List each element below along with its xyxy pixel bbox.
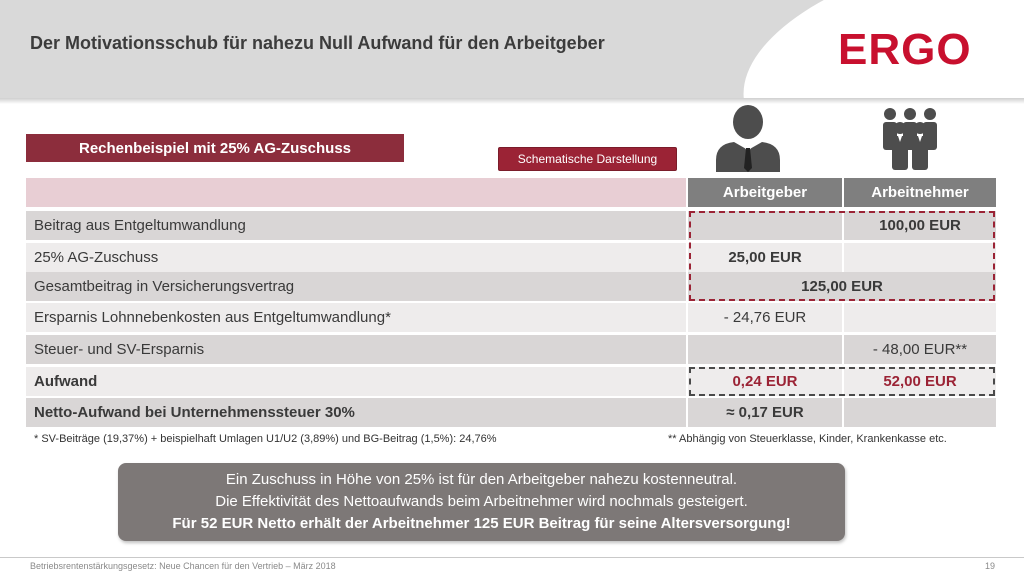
slide-title: Der Motivationsschub für nahezu Null Aufwand für den Arbeitgeber	[30, 33, 605, 53]
column-header-employer: Arbeitgeber	[688, 178, 842, 207]
row-label: Gesamtbeitrag in Versicherungsvertrag	[26, 272, 686, 301]
calculation-label: Rechenbeispiel mit 25% AG-Zuschuss	[26, 134, 404, 162]
footnote-tax: ** Abhängig von Steuerklasse, Kinder, Krankenkasse etc.	[668, 433, 947, 445]
ergo-logo: ERGO	[838, 25, 972, 74]
employer-value: 0,24 EUR	[688, 367, 842, 396]
footer-text: Betriebsrentenstärkungsgesetz: Neue Chancen für den Vertrieb – März 2018	[30, 561, 336, 571]
row-label: Ersparnis Lohnnebenkosten aus Entgeltumwandlung*	[26, 303, 686, 332]
callout-line-1: Ein Zuschuss in Höhe von 25% ist für den Arbeitgeber nahezu kostenneutral.	[225, 471, 738, 488]
table-header-row	[26, 178, 996, 207]
employer-value: 25,00 EUR	[688, 243, 842, 272]
combined-value: 125,00 EUR	[688, 272, 996, 301]
table-row	[26, 398, 996, 427]
employee-value	[844, 303, 996, 332]
header-shadow	[0, 98, 1024, 104]
summary-callout	[118, 463, 845, 541]
expense-highlight-box	[689, 367, 995, 396]
employee-value: - 48,00 EUR**	[844, 335, 996, 364]
row-label: Netto-Aufwand bei Unternehmenssteuer 30%	[26, 398, 686, 427]
table-row	[26, 335, 996, 364]
schematic-badge: Schematische Darstellung	[498, 147, 677, 171]
row-label: Beitrag aus Entgeltumwandlung	[26, 211, 686, 240]
employee-value: 100,00 EUR	[844, 211, 996, 240]
column-header-employee: Arbeitnehmer	[844, 178, 996, 207]
header-label-cell	[26, 178, 686, 207]
employees-group-icon	[880, 106, 940, 172]
contribution-highlight-box	[689, 211, 995, 301]
employer-value	[688, 335, 842, 364]
row-label: Steuer- und SV-Ersparnis	[26, 335, 686, 364]
businessman-icon	[712, 102, 784, 172]
employee-value: 52,00 EUR	[844, 367, 996, 396]
row-label: Aufwand	[26, 367, 686, 396]
row-label: 25% AG-Zuschuss	[26, 243, 686, 272]
employer-value: ≈ 0,17 EUR	[688, 398, 842, 427]
callout-line-2: Die Effektivität des Nettoaufwands beim Arbeitnehmer wird nochmals gesteigert.	[215, 493, 748, 510]
employee-value	[844, 398, 996, 427]
footer-divider	[0, 557, 1024, 558]
table-row	[26, 303, 996, 332]
employer-value: - 24,76 EUR	[688, 303, 842, 332]
footnote-contributions: * SV-Beiträge (19,37%) + beispielhaft Umlagen U1/U2 (3,89%) und BG-Beitrag (1,5%): 24,76%	[34, 433, 497, 445]
callout-line-3: Für 52 EUR Netto erhält der Arbeitnehmer 125 EUR Beitrag für seine Altersversorgung!	[172, 515, 791, 532]
page-number: 19	[985, 561, 996, 571]
